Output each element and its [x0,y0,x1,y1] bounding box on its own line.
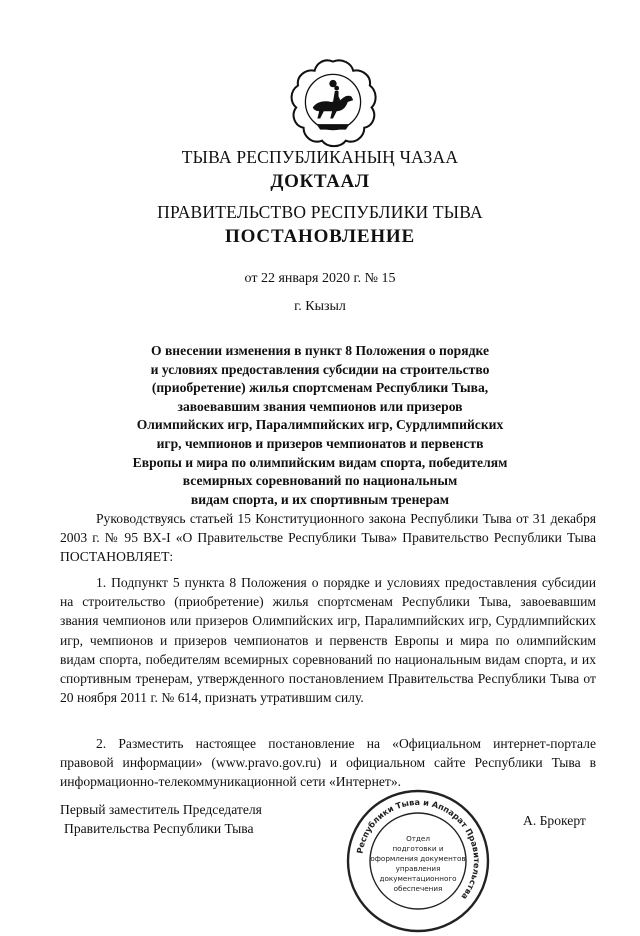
stamp-inner-line: управления [395,864,441,873]
title-line: Европы и мира по олимпийским видам спорта, победителям [132,454,508,470]
russian-document-type: ПОСТАНОВЛЕНИЕ [225,226,415,247]
title-line: видам спорта, и их спортивным тренерам [190,491,450,507]
signatory-position-line: Первый заместитель Председателя [60,802,262,817]
title-line: завоевавшим звания чемпионов или призеров [177,398,463,414]
tuvan-government-name: ТЫВА РЕСПУБЛИКАНЫҢ ЧАЗАА [181,147,459,167]
title-line: (приобретение) жилья спортсменам Республики Тыва, [151,380,489,396]
coat-of-arms-emblem [287,56,379,148]
tuvan-document-type: ДОКТААЛ [270,171,370,192]
russian-government-name: ПРАВИТЕЛЬСТВО РЕСПУБЛИКИ ТЫВА [157,202,483,222]
stamp-inner-line: обеспечения [393,884,443,893]
document-date-number: от 22 января 2020 г. № 15 [244,271,396,286]
title-line: всемирных соревнований по национальным [182,473,458,489]
stamp-inner-line: подготовки и [392,844,444,853]
document-city: г. Кызыл [294,299,346,314]
document-title [120,342,520,509]
signatory-position [60,800,262,838]
title-line: и условиях предоставления субсидии на строительство [150,361,490,377]
preamble-paragraph: Руководствуясь статьей 15 Конституционного закона Республики Тыва от 31 декабря 2003 г. № 95 ВХ-I «О Правительстве Республики Тыва» Правительство Республики Тыва ПОСТАНОВЛЯЕТ: [60,511,596,565]
stamp-inner-line: документационного [379,874,457,883]
item-2-paragraph: 2. Разместить настоящее постановление на «Официальном интернет-портале правовой информации» (www.pravo.gov.ru) и официальном сайте Республики Тыва в информационно-телекоммуникационной сети «Интернет». [60,736,596,790]
signatory-name: А. Брокерт [523,813,586,828]
stamp-ring-text: Республики Тыва и Аппарат Правительства [354,796,483,902]
stamp-inner-line: Отдел [406,834,430,843]
signatory-position-line: Правительства Республики Тыва [64,821,254,836]
official-seal-stamp [343,786,493,936]
title-line: О внесении изменения в пункт 8 Положения о порядке [150,343,489,358]
title-line: игр, чемпионов и призеров чемпионатов и первенств [156,435,484,451]
item-1-paragraph: 1. Подпункт 5 пункта 8 Положения о порядке и условиях предоставления субсидии на строительство (приобретение) жилья спортсменам Республики Тыва, завоевавшим звания чемпионов или призеров Олимпийских игр, Паралимпийских игр, Сурдлимпийских игр, чемпионов и призеров чемпионатов и первенств Европы и мира по олимпийским видам спорта, победителям всемирных соревнований по национальным видам спорта, и их спортивным тренерам, утвержденного постановлением Правительства Республики Тыва от 20 ноября 2011 г. № 614, признать утратившим силу. [60,575,596,706]
stamp-inner-line: оформления документов [370,854,466,863]
title-line: Олимпийских игр, Паралимпийских игр, Сурдлимпийских [136,417,504,433]
